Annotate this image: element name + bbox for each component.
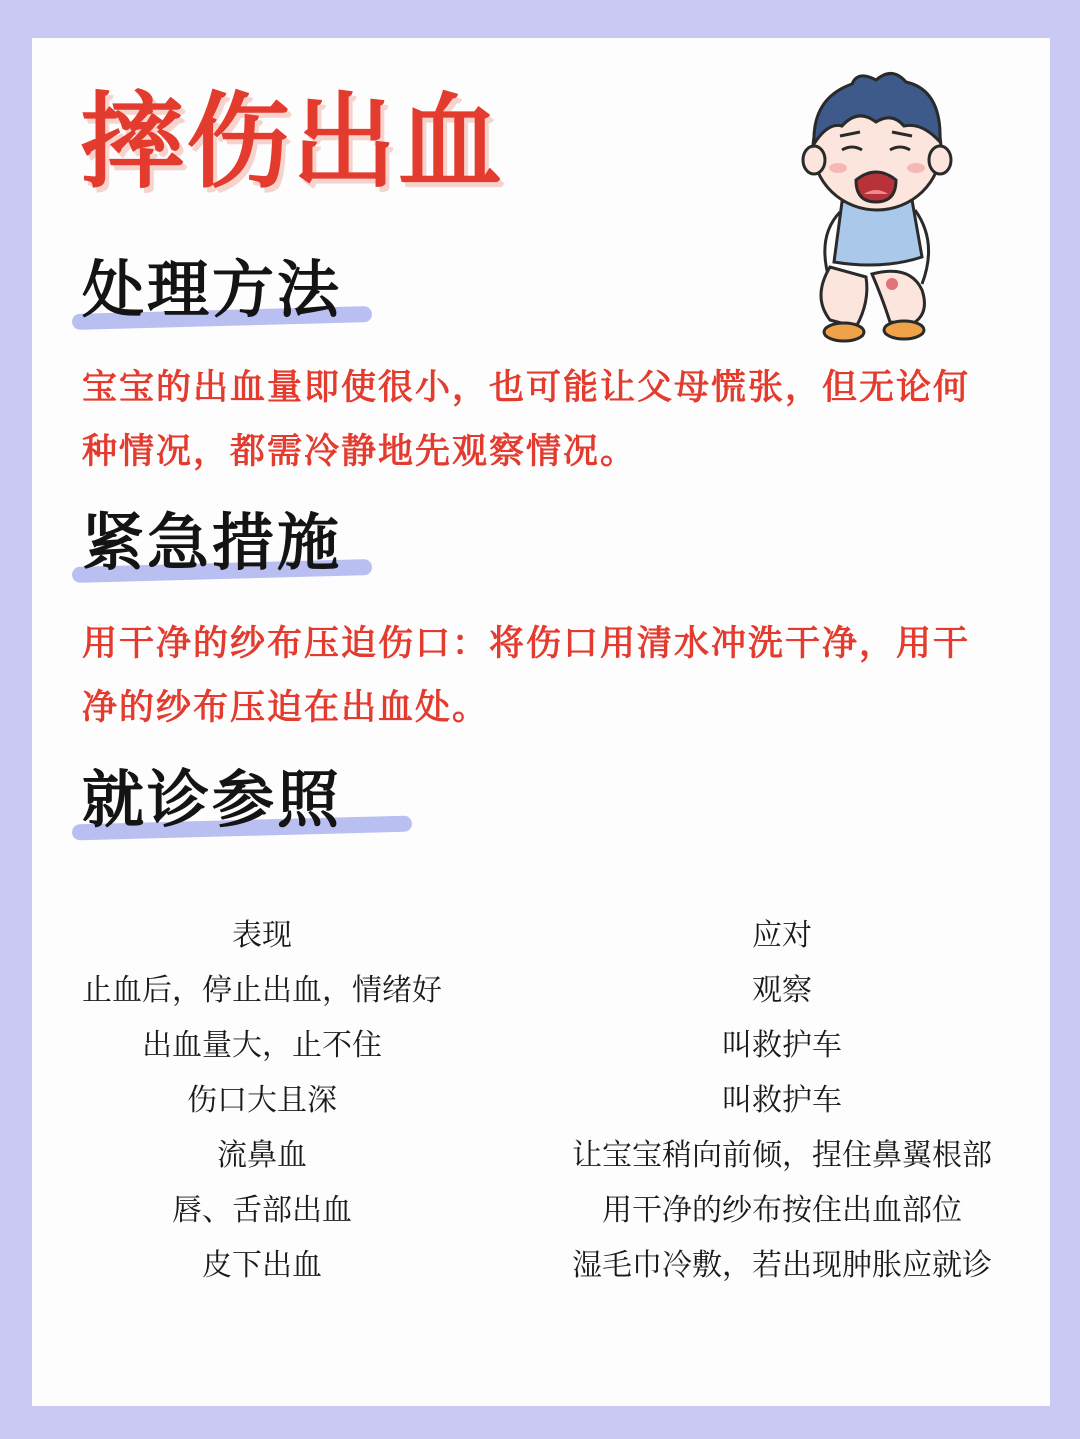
- response-cell: 用干净的纱布按住出血部位: [602, 1193, 962, 1228]
- symptom-cell: 出血量大，止不住: [142, 1028, 382, 1063]
- table-row: [32, 1073, 1050, 1128]
- table-row: [32, 1238, 1050, 1293]
- content-card: [32, 38, 1050, 1406]
- section-title: 处理方法: [82, 253, 343, 326]
- table-row: [32, 1128, 1050, 1183]
- response-cell: 叫救护车: [722, 1028, 842, 1063]
- symptom-cell: 流鼻血: [217, 1138, 307, 1173]
- handling-text: 宝宝的出血量即使很小，也可能让父母慌张，但无论何种情况，都需冷静地先观察情况。: [82, 368, 971, 472]
- page-title: 摔伤出血: [80, 81, 505, 203]
- symptom-cell: 止血后，停止出血，情绪好: [82, 973, 442, 1008]
- response-cell: 让宝宝稍向前倾，捏住鼻翼根部: [572, 1138, 992, 1173]
- reference-table: [32, 908, 1050, 1293]
- crying-child-illustration: [772, 52, 972, 347]
- section-heading-emergency: [82, 503, 342, 583]
- table-row: [32, 963, 1050, 1018]
- table-row: [32, 1183, 1050, 1238]
- section-title: 就诊参照: [82, 763, 343, 836]
- table-header-row: [32, 908, 1050, 963]
- response-cell: 湿毛巾冷敷，若出现肿胀应就诊: [572, 1248, 992, 1283]
- response-cell: 叫救护车: [722, 1083, 842, 1118]
- section-heading-reference: [82, 760, 342, 840]
- symptom-cell: 伤口大且深: [187, 1083, 337, 1118]
- table-row: [32, 1018, 1050, 1073]
- response-cell: 观察: [752, 973, 812, 1008]
- column-header-response: 应对: [752, 918, 812, 953]
- symptom-cell: 唇、舌部出血: [172, 1193, 352, 1228]
- emergency-text: 用干净的纱布压迫伤口：将伤口用清水冲洗干净，用干净的纱布压迫在出血处。: [82, 624, 971, 728]
- section-heading-handling: [82, 250, 342, 330]
- symptom-cell: 皮下出血: [202, 1248, 322, 1283]
- column-header-symptom: 表现: [232, 918, 292, 953]
- section-title: 紧急措施: [82, 506, 343, 579]
